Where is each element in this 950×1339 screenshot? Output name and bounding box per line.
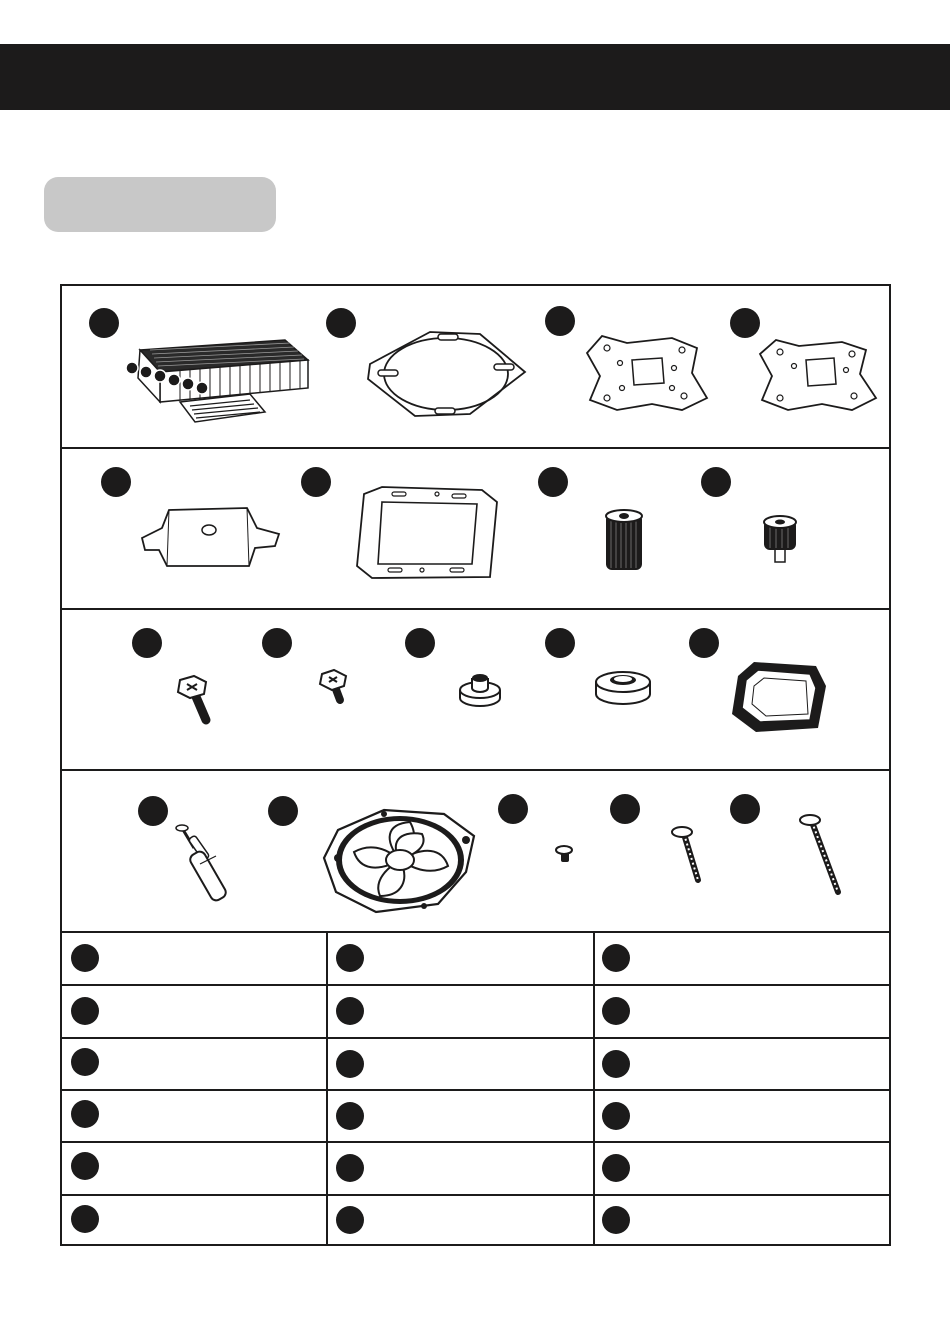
list-number-badge bbox=[336, 1102, 364, 1130]
part-number-badge bbox=[610, 794, 640, 824]
part-number-badge bbox=[268, 796, 298, 826]
row-divider bbox=[62, 447, 889, 449]
screw-short-icon bbox=[316, 668, 352, 708]
part-number-badge bbox=[301, 467, 331, 497]
list-number-badge bbox=[71, 1205, 99, 1233]
list-number-badge bbox=[336, 1154, 364, 1182]
grid-row-divider bbox=[62, 1141, 889, 1143]
list-number-badge bbox=[602, 1102, 630, 1130]
part-number-badge bbox=[405, 628, 435, 658]
part-number-badge bbox=[545, 306, 575, 336]
part-number-badge bbox=[538, 467, 568, 497]
part-number-badge bbox=[701, 467, 731, 497]
list-number-badge bbox=[71, 997, 99, 1025]
grid-row-divider bbox=[62, 984, 889, 986]
row-divider bbox=[62, 769, 889, 771]
list-number-badge bbox=[336, 997, 364, 1025]
part-number-badge bbox=[689, 628, 719, 658]
bolt-long-icon bbox=[798, 812, 846, 896]
washer-small-icon bbox=[456, 670, 504, 710]
part-number-badge bbox=[138, 796, 168, 826]
grid-row-divider bbox=[62, 1037, 889, 1039]
part-number-badge bbox=[101, 467, 131, 497]
heatsink-icon bbox=[120, 330, 315, 430]
grid-row-divider bbox=[62, 1089, 889, 1091]
row-divider bbox=[62, 608, 889, 610]
standoff-tall-icon bbox=[602, 506, 646, 576]
header-bar bbox=[0, 44, 950, 110]
ring-bracket-icon bbox=[360, 324, 532, 424]
part-number-badge bbox=[89, 308, 119, 338]
fan-icon bbox=[314, 800, 482, 918]
list-number-badge bbox=[336, 1050, 364, 1078]
part-number-badge bbox=[730, 794, 760, 824]
frame-bracket-icon bbox=[352, 482, 504, 584]
parts-list-frame bbox=[60, 284, 891, 1246]
list-number-badge bbox=[602, 1154, 630, 1182]
list-number-badge bbox=[602, 944, 630, 972]
part-number-badge bbox=[326, 308, 356, 338]
part-number-badge bbox=[132, 628, 162, 658]
list-number-badge bbox=[71, 1100, 99, 1128]
tiny-screw-icon bbox=[552, 842, 576, 866]
list-number-badge bbox=[602, 997, 630, 1025]
list-number-badge bbox=[71, 944, 99, 972]
grid-row-divider bbox=[62, 1194, 889, 1196]
list-number-badge bbox=[71, 1048, 99, 1076]
row-divider bbox=[62, 931, 889, 933]
section-title-pill bbox=[44, 177, 276, 232]
backplate-small-icon bbox=[754, 330, 884, 418]
bolt-medium-icon bbox=[670, 824, 706, 884]
list-number-badge bbox=[602, 1206, 630, 1234]
thermal-paste-icon bbox=[172, 822, 238, 912]
backplate-large-icon bbox=[582, 328, 712, 418]
list-number-badge bbox=[336, 944, 364, 972]
list-number-badge bbox=[336, 1206, 364, 1234]
thumb-nut-icon bbox=[760, 512, 800, 568]
washer-large-icon bbox=[592, 664, 654, 708]
support-plate-icon bbox=[137, 498, 285, 570]
gasket-icon bbox=[726, 656, 832, 738]
list-number-badge bbox=[71, 1152, 99, 1180]
part-number-badge bbox=[498, 794, 528, 824]
part-number-badge bbox=[262, 628, 292, 658]
list-number-badge bbox=[602, 1050, 630, 1078]
part-number-badge bbox=[545, 628, 575, 658]
screw-long-icon bbox=[172, 674, 216, 726]
